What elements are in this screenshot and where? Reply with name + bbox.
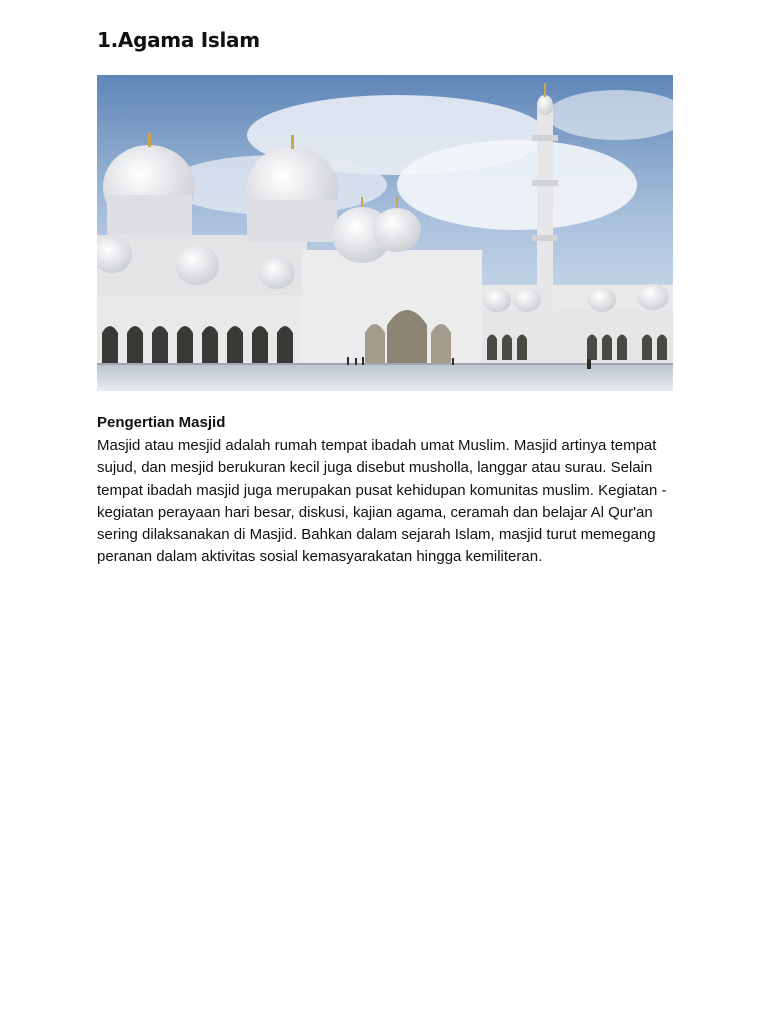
paragraph-line: peranan dalam aktivitas sosial kemasyarakatan hingga kemiliteran. [97, 548, 543, 566]
section-paragraph [97, 435, 717, 569]
page-title: 1.Agama Islam [97, 28, 260, 52]
paragraph-line: tempat ibadah masjid juga merupakan pusat kehidupan komunitas muslim. Kegiatan - [97, 481, 667, 499]
section-heading: Pengertian Masjid [97, 414, 226, 431]
paragraph-line: sering dilaksanakan di Masjid. Bahkan dalam sejarah Islam, masjid turut memegang [97, 526, 656, 544]
paragraph-line: Masjid atau mesjid adalah rumah tempat ibadah umat Muslim. Masjid artinya tempat [97, 437, 657, 454]
mosque-photo [97, 75, 673, 391]
paragraph-line: kegiatan perayaan hari besar, diskusi, kajian agama, ceramah dan belajar Al Qur'an [97, 503, 653, 521]
paragraph-line: sujud, dan mesjid berukuran kecil juga disebut musholla, langgar atau surau. Selain [97, 459, 653, 477]
